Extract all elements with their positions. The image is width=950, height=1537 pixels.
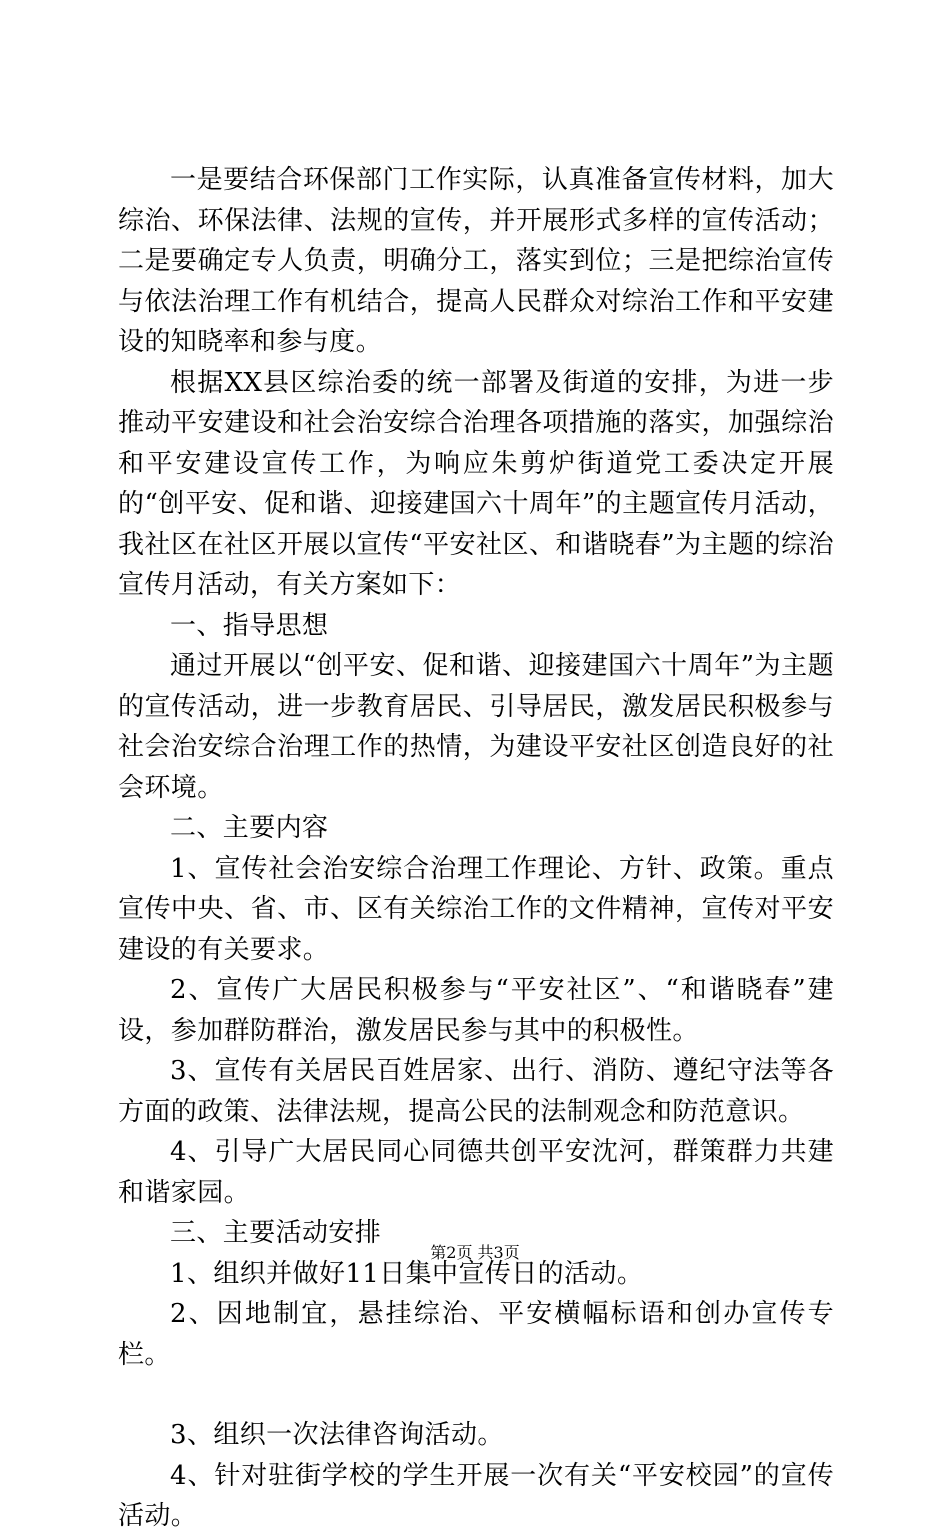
document-body bbox=[118, 160, 834, 1537]
list-item-content-2: 2、宣传广大居民积极参与“平安社区”、“和谐晓春”建设，参加群防群治，激发居民参与其中的积极性。 bbox=[118, 975, 834, 1046]
paragraph-3: 通过开展以“创平安、促和谐、迎接建国六十周年”为主题的宣传活动，进一步教育居民、引导居民，激发居民积极参与社会治安综合治理工作的热情，为建设平安社区创造良好的社会环境。 bbox=[118, 651, 834, 803]
list-item-content-1: 1、宣传社会治安综合治理工作理论、方针、政策。重点宣传中央、省、市、区有关综治工作的文件精神，宣传对平安建设的有关要求。 bbox=[118, 853, 834, 965]
section-heading-activities: 三、主要活动安排 bbox=[170, 1218, 382, 1248]
list-item-content-3: 3、宣传有关居民百姓居家、出行、消防、遵纪守法等各方面的政策、法律法规，提高公民的法制观念和防范意识。 bbox=[118, 1056, 834, 1127]
page-number-footer: 第2页 共3页 bbox=[430, 1243, 520, 1262]
list-item-activity-3: 3、组织一次法律咨询活动。 bbox=[170, 1420, 504, 1450]
list-item-content-4: 4、引导广大居民同心同德共创平安沈河，群策群力共建和谐家园。 bbox=[118, 1137, 834, 1208]
paragraph-2: 根据XX县区综治委的统一部署及街道的安排，为进一步推动平安建设和社会治安综合治理各项措施的落实，加强综治和平安建设宣传工作，为响应朱剪炉街道党工委决定开展的“创平安、促和谐、迎接建国六十周年”的主题宣传月活动，我社区在社区开展以宣传“平安社区、和谐晓春”为主题的综治宣传月活动，有关方案如下： bbox=[118, 367, 834, 600]
paragraph-1: 一是要结合环保部门工作实际，认真准备宣传材料，加大综治、环保法律、法规的宣传，并开展形式多样的宣传活动；二是要确定专人负责，明确分工，落实到位；三是把综治宣传与依法治理工作有机结合，提高人民群众对综治工作和平安建设的知晓率和参与度。 bbox=[118, 165, 834, 357]
list-item-activity-4: 4、针对驻街学校的学生开展一次有关“平安校园”的宣传活动。 bbox=[118, 1460, 834, 1531]
section-heading-guiding-thought: 一、指导思想 bbox=[170, 610, 329, 641]
list-item-activity-2: 2、因地制宜，悬挂综治、平安横幅标语和创办宣传专栏。 bbox=[118, 1299, 834, 1370]
section-heading-main-content: 二、主要内容 bbox=[170, 813, 329, 843]
list-item-activity-1: 1、组织并做好11日集中宣传日的活动。 bbox=[170, 1258, 644, 1289]
blank-line bbox=[118, 1375, 834, 1415]
